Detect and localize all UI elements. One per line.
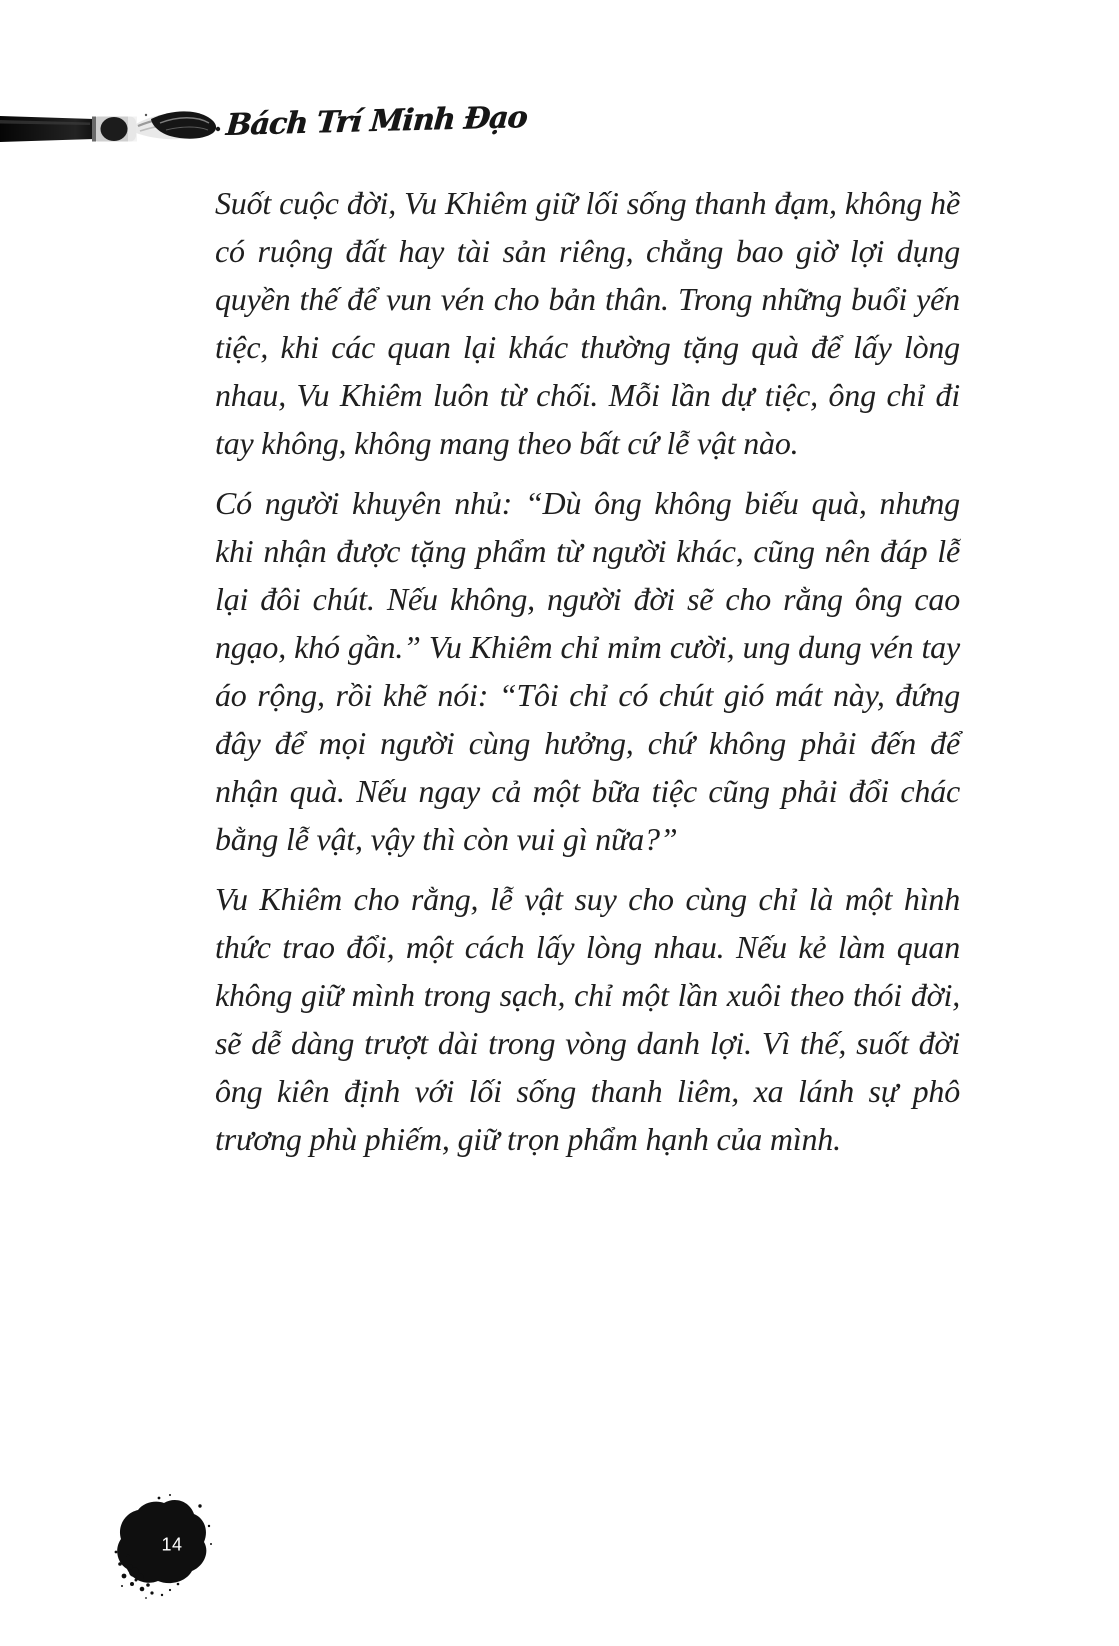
page-number: 14	[161, 1534, 183, 1555]
paragraph-3: Vu Khiêm cho rằng, lễ vật suy cho cùng chỉ là một hình thức trao đổi, một cách lấy lòng nhau. Nếu kẻ làm quan không giữ mình trong sạch, chỉ một lần xuôi theo thói đời, sẽ dễ dàng trượt dài trong vòng danh lợi. Vì thế, suốt đời ông kiên định với lối sống thanh liêm, xa lánh sự phô trương phù phiếm, giữ trọn phẩm hạnh của mình.	[215, 881, 960, 1157]
book-title: Bách Trí Minh Đạo	[224, 100, 528, 143]
body-text	[215, 179, 960, 1175]
paragraph-2: Có người khuyên nhủ: “Dù ông không biếu quà, nhưng khi nhận được tặng phẩm từ người khác, cũng nên đáp lễ lại đôi chút. Nếu không, người đời sẽ cho rằng ông cao ngạo, khó gần.” Vu Khiêm chỉ mỉm cười, ung dung vén tay áo rộng, rồi khẽ nói: “Tôi chỉ có chút gió mát này, đứng đây để mọi người cùng hưởng, chứ không phải đến để nhận quà. Nếu ngay cả một bữa tiệc cũng phải đổi chác bằng lễ vật, vậy thì còn vui gì nữa?”	[215, 485, 960, 857]
page-number-blob	[112, 1492, 217, 1604]
ink-brush-icon	[0, 95, 222, 165]
paragraph-1: Suốt cuộc đời, Vu Khiêm giữ lối sống thanh đạm, không hề có ruộng đất hay tài sản riêng, chẳng bao giờ lợi dụng quyền thế để vun vén cho bản thân. Trong những buổi yến tiệc, khi các quan lại khác thường tặng quà để lấy lòng nhau, Vu Khiêm luôn từ chối. Mỗi lần dự tiệc, ông chỉ đi tay không, không mang theo bất cứ lễ vật nào.	[215, 185, 960, 461]
page-header	[0, 0, 1119, 170]
